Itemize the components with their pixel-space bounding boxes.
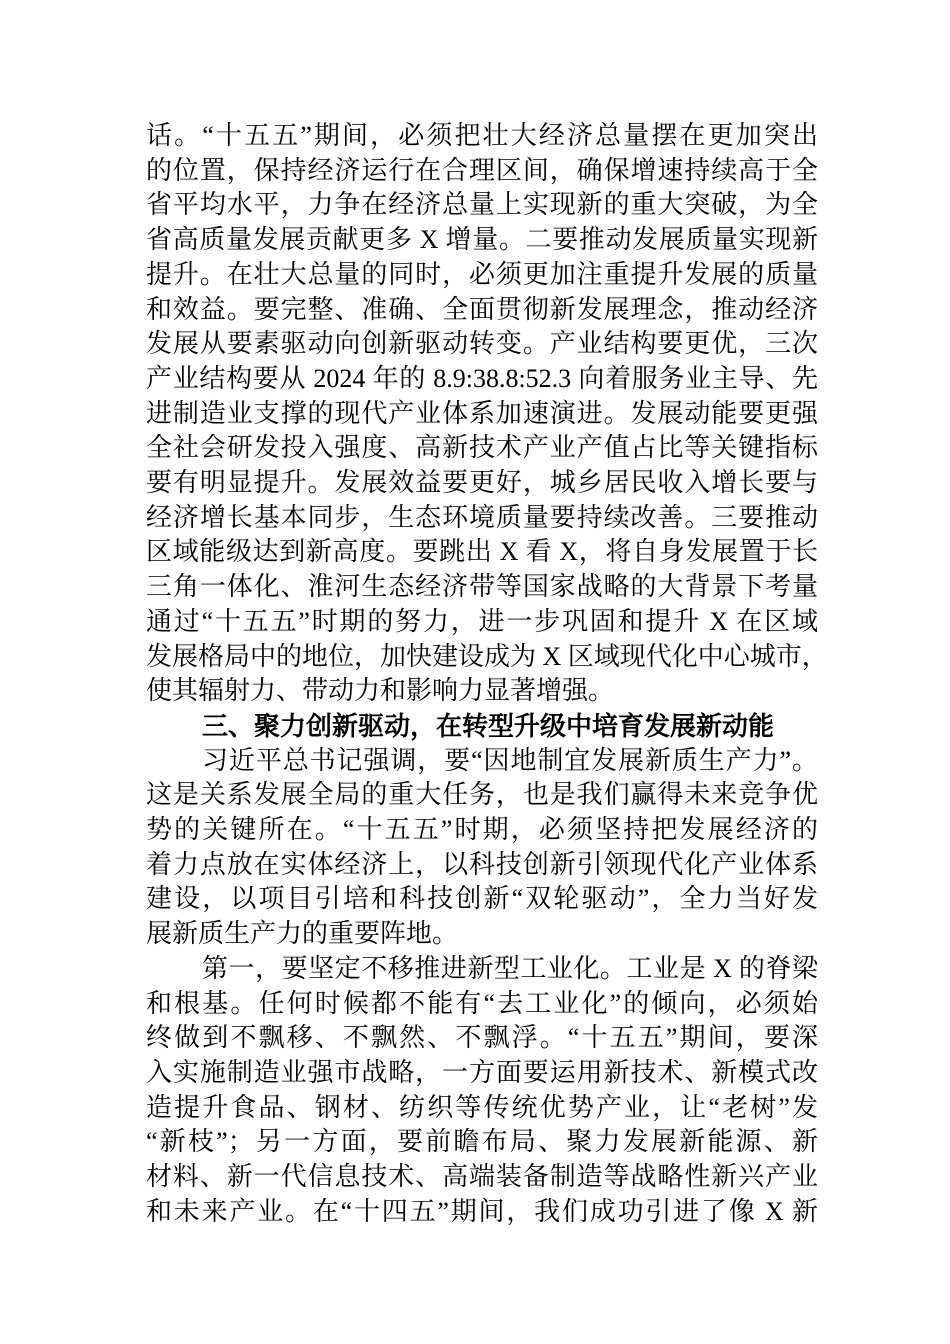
text-line: 终做到不飘移、不飘然、不飘浮。“十五五”期间，要深 <box>146 1023 818 1053</box>
text-line: 的位置，保持经济运行在合理区间，确保增速持续高于全 <box>146 155 818 185</box>
section-heading <box>146 709 818 744</box>
text-line: 进制造业支撑的现代产业体系加速演进。发展动能要更强 <box>146 398 818 428</box>
text-line: 提升。在壮大总量的同时，必须更加注重提升发展的质量 <box>146 259 818 289</box>
text-line: 通过“十五五”时期的努力，进一步巩固和提升 X 在区域 <box>146 606 818 636</box>
text-line: 话。“十五五”期间，必须把壮大经济总量摆在更加突出 <box>146 121 818 150</box>
text-line: 入实施制造业强市战略，一方面要运用新技术、新模式改 <box>146 1057 818 1087</box>
text-line: 第一，要坚定不移推进新型工业化。工业是 X 的脊梁 <box>202 953 818 983</box>
text-line: “新枝”；另一方面，要前瞻布局、聚力发展新能源、新 <box>146 1127 818 1157</box>
text-line: 发展从要素驱动向创新驱动转变。产业结构要更优，三次 <box>146 329 818 359</box>
text-line: 要有明显提升。发展效益要更好，城乡居民收入增长要与 <box>146 468 818 498</box>
text-line: 习近平总书记强调，要“因地制宜发展新质生产力”。 <box>202 745 818 775</box>
text-line: 展新质生产力的重要阵地。 <box>146 919 459 949</box>
document-body <box>146 119 828 1230</box>
text-line: 全社会研发投入强度、高新技术产业产值占比等关键指标 <box>146 433 818 463</box>
heading-line: 三、聚力创新驱动，在转型升级中培育发展新动能 <box>202 710 775 741</box>
text-line: 和效益。要完整、准确、全面贯彻新发展理念，推动经济 <box>146 294 818 324</box>
paragraph-new-industrialization <box>146 952 818 1230</box>
text-line: 着力点放在实体经济上，以科技创新引领现代化产业体系 <box>146 849 818 879</box>
text-line: 造提升食品、钢材、纺织等传统优势产业，让“老树”发 <box>146 1092 818 1122</box>
text-line: 材料、新一代信息技术、高端装备制造等战略性新兴产业 <box>146 1162 818 1192</box>
text-line: 经济增长基本同步，生态环境质量要持续改善。三要推动 <box>146 502 818 532</box>
text-line: 省高质量发展贡献更多 X 增量。二要推动发展质量实现新 <box>146 225 818 255</box>
paragraph-continuation <box>146 119 828 709</box>
text-line: 势的关键所在。“十五五”时期，必须坚持把发展经济的 <box>146 815 818 845</box>
text-line: 使其辐射力、带动力和影响力显著增强。 <box>146 676 615 706</box>
text-line: 区域能级达到新高度。要跳出 X 看 X，将自身发展置于长 <box>146 537 818 567</box>
text-line: 发展格局中的地位，加快建设成为 X 区域现代化中心城市， <box>146 641 828 671</box>
text-line: 这是关系发展全局的重大任务，也是我们赢得未来竞争优 <box>146 780 818 810</box>
text-line: 省平均水平，力争在经济总量上实现新的重大突破，为全 <box>146 190 818 220</box>
text-line: 三角一体化、淮河生态经济带等国家战略的大背景下考量 <box>146 572 818 602</box>
text-line: 和未来产业。在“十四五”期间，我们成功引进了像 X 新 <box>146 1196 818 1226</box>
text-line: 建设，以项目引培和科技创新“双轮驱动”，全力当好发 <box>146 884 818 914</box>
text-line: 和根基。任何时候都不能有“去工业化”的倾向，必须始 <box>146 988 818 1018</box>
text-line: 产业结构要从 2024 年的 8.9:38.8:52.3 向着服务业主导、先 <box>146 363 818 393</box>
paragraph-new-quality-productivity <box>146 744 818 952</box>
